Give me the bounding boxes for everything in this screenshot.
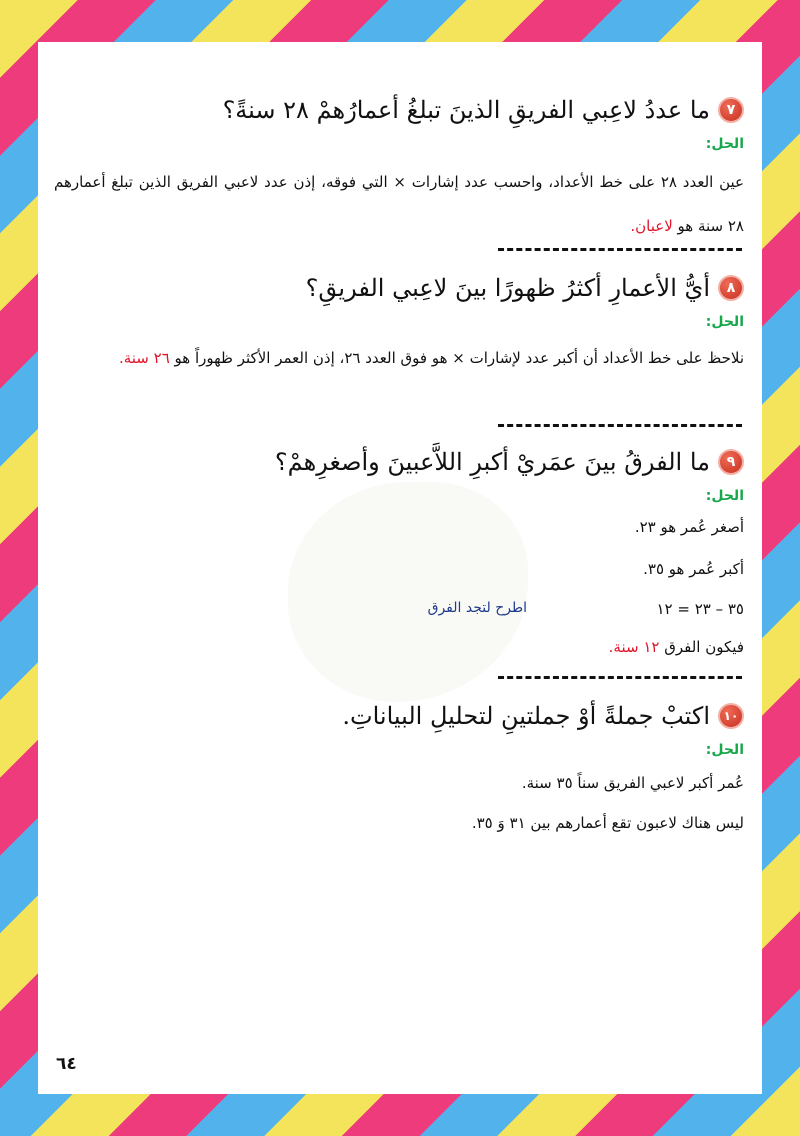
question-10-line-2: ليس هناك لاعبون تقع أعمارهم بين ٣١ وَ ٣٥. <box>471 814 744 832</box>
question-7-text: ما عددُ لاعِبي الفريقِ الذينَ تبلغُ أعمارُهمْ ٢٨ سنةً؟ <box>222 96 710 124</box>
question-9-equation: ٣٥ – ٢٣ = ١٢ <box>656 600 744 618</box>
question-8-answer-highlight: ٢٦ سنة. <box>118 349 170 367</box>
question-8-answer <box>54 336 744 380</box>
question-8 <box>306 274 744 302</box>
question-9-line-2: أكبر عُمر هو ٣٥. <box>643 560 744 578</box>
question-9-result-text: فيكون الفرق <box>659 638 744 656</box>
question-10-number-badge: ١٠ <box>718 703 744 729</box>
question-8-text: أيُّ الأعمارِ أكثرُ ظهورًا بينَ لاعِبي الفريقِ؟ <box>305 274 710 302</box>
question-10 <box>342 702 744 730</box>
question-7-answer <box>54 160 744 248</box>
separator-2 <box>498 424 742 427</box>
question-8-answer-text: نلاحظ على خط الأعداد أن أكبر عدد لإشارات × هو فوق العدد ٢٦، إذن العمر الأكثر ظهوراً هو <box>169 349 744 367</box>
question-10-solution-label: الحل: <box>705 742 744 758</box>
question-9-line-1: أصغر عُمر هو ٢٣. <box>634 518 744 536</box>
separator-1 <box>498 248 742 251</box>
question-9-solution-label: الحل: <box>705 488 744 504</box>
question-9-text: ما الفرقُ بينَ عمَريْ أكبرِ اللاَّعبينَ وأصغرِهمْ؟ <box>274 448 710 476</box>
worksheet-content <box>38 42 762 1094</box>
question-9-hint: اطرح لتجد الفرق <box>427 600 527 616</box>
question-8-solution-label: الحل: <box>705 314 744 330</box>
question-7-answer-highlight: لاعبان. <box>630 217 673 235</box>
question-7 <box>223 96 744 124</box>
question-9-result <box>609 638 744 656</box>
separator-3 <box>498 676 742 679</box>
question-7-solution-label: الحل: <box>705 136 744 152</box>
question-10-line-1: عُمر أكبر لاعبي الفريق سناً ٣٥ سنة. <box>521 774 744 792</box>
page-number: ٦٤ <box>56 1054 77 1074</box>
question-9 <box>275 448 744 476</box>
worksheet-page <box>38 42 762 1094</box>
question-8-number-badge: ٨ <box>718 275 744 301</box>
question-9-result-highlight: ١٢ سنة. <box>608 638 660 656</box>
question-9-number-badge: ٩ <box>718 449 744 475</box>
question-10-text: اكتبْ جملةً أوْ جملتينِ لتحليلِ البياناتِ. <box>342 702 710 730</box>
question-7-number-badge: ٧ <box>718 97 744 123</box>
question-7-answer-text: عين العدد ٢٨ على خط الأعداد، واحسب عدد إشارات × التي فوقه، إذن عدد لاعبي الفريق الذين تبلغ أعمارهم ٢٨ سنة هو <box>54 173 744 235</box>
